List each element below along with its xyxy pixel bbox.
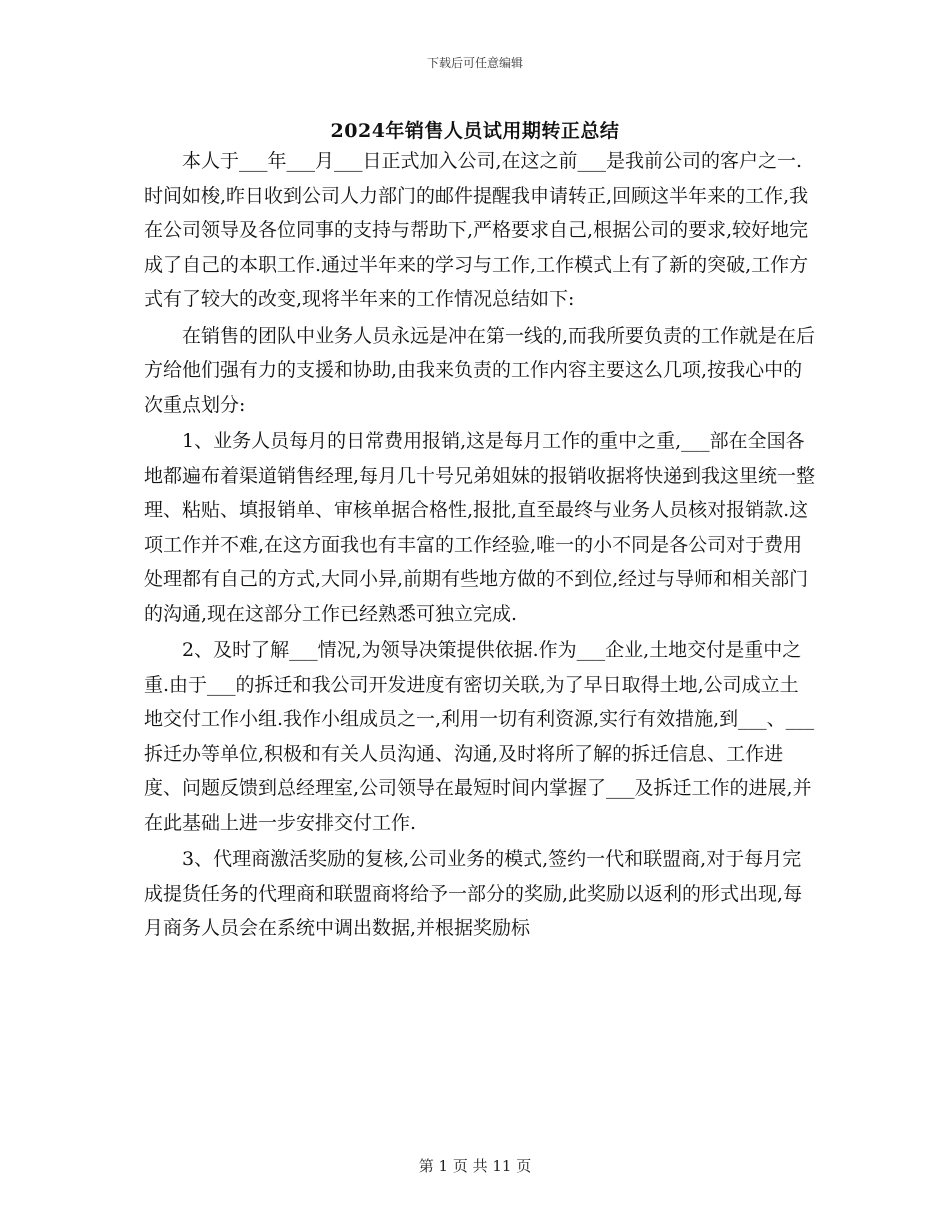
document-title: 2024年销售人员试用期转正总结 (330, 120, 620, 142)
document-body (144, 144, 816, 946)
paragraph-overview: 在销售的团队中业务人员永远是冲在第一线的,而我所要负责的工作就是在后方给他们强有力的支援和协助,由我来负责的工作内容主要这么几项,按我心中的次重点划分: (144, 324, 816, 416)
paragraph-item-2: 2、及时了解___情况,为领导决策提供依据.作为___企业,土地交付是重中之重.由于___的拆迁和我公司开发进度有密切关联,为了早日取得土地,公司成立土地交付工作小组.我作小组成员之一,利用一切有利资源,实行有效措施,到___、___拆迁办等单位,积极和有关人员沟通、沟通,及时将所了解的拆迁信息、工作进度、问题反馈到总经理室,公司领导在最短时间内掌握了___及拆迁工作的进展,并在此基础上进一步安排交付工作. (144, 639, 815, 834)
paragraph-item-3: 3、代理商激活奖励的复核,公司业务的模式,签约一代和联盟商,对于每月完成提货任务的代理商和联盟商将给予一部分的奖励,此奖励以返利的形式出现,每月商务人员会在系统中调出数据,并根据奖励标 (144, 848, 803, 939)
header-note: 下载后可任意编辑 (426, 56, 523, 70)
paragraph-intro: 本人于___年___月___日正式加入公司,在这之前___是我前公司的客户之一.时间如梭,昨日收到公司人力部门的邮件提醒我申请转正,回顾这半年来的工作,我在公司领导及各位同事的支持与帮助下,严格要求自己,根据公司的要求,较好地完成了自己的本职工作.通过半年来的学习与工作,工作模式上有了新的突破,工作方式有了较大的改变,现将半年来的工作情况总结如下: (144, 150, 809, 310)
page-footer: 第 1 页 共 11 页 (418, 1157, 532, 1175)
paragraph-item-1: 1、业务人员每月的日常费用报销,这是每月工作的重中之重,___部在全国各地都遍布着渠道销售经理,每月几十号兄弟姐妹的报销收据将快递到我这里统一整理、粘贴、填报销单、审核单据合格性,报批,直至最终与业务人员核对报销款.这项工作并不难,在这方面我也有丰富的工作经验,唯一的小不同是各公司对于费用处理都有自己的方式,大同小异,前期有些地方做的不到位,经过与导师和相关部门的沟通,现在这部分工作已经熟悉可独立完成. (144, 430, 816, 625)
